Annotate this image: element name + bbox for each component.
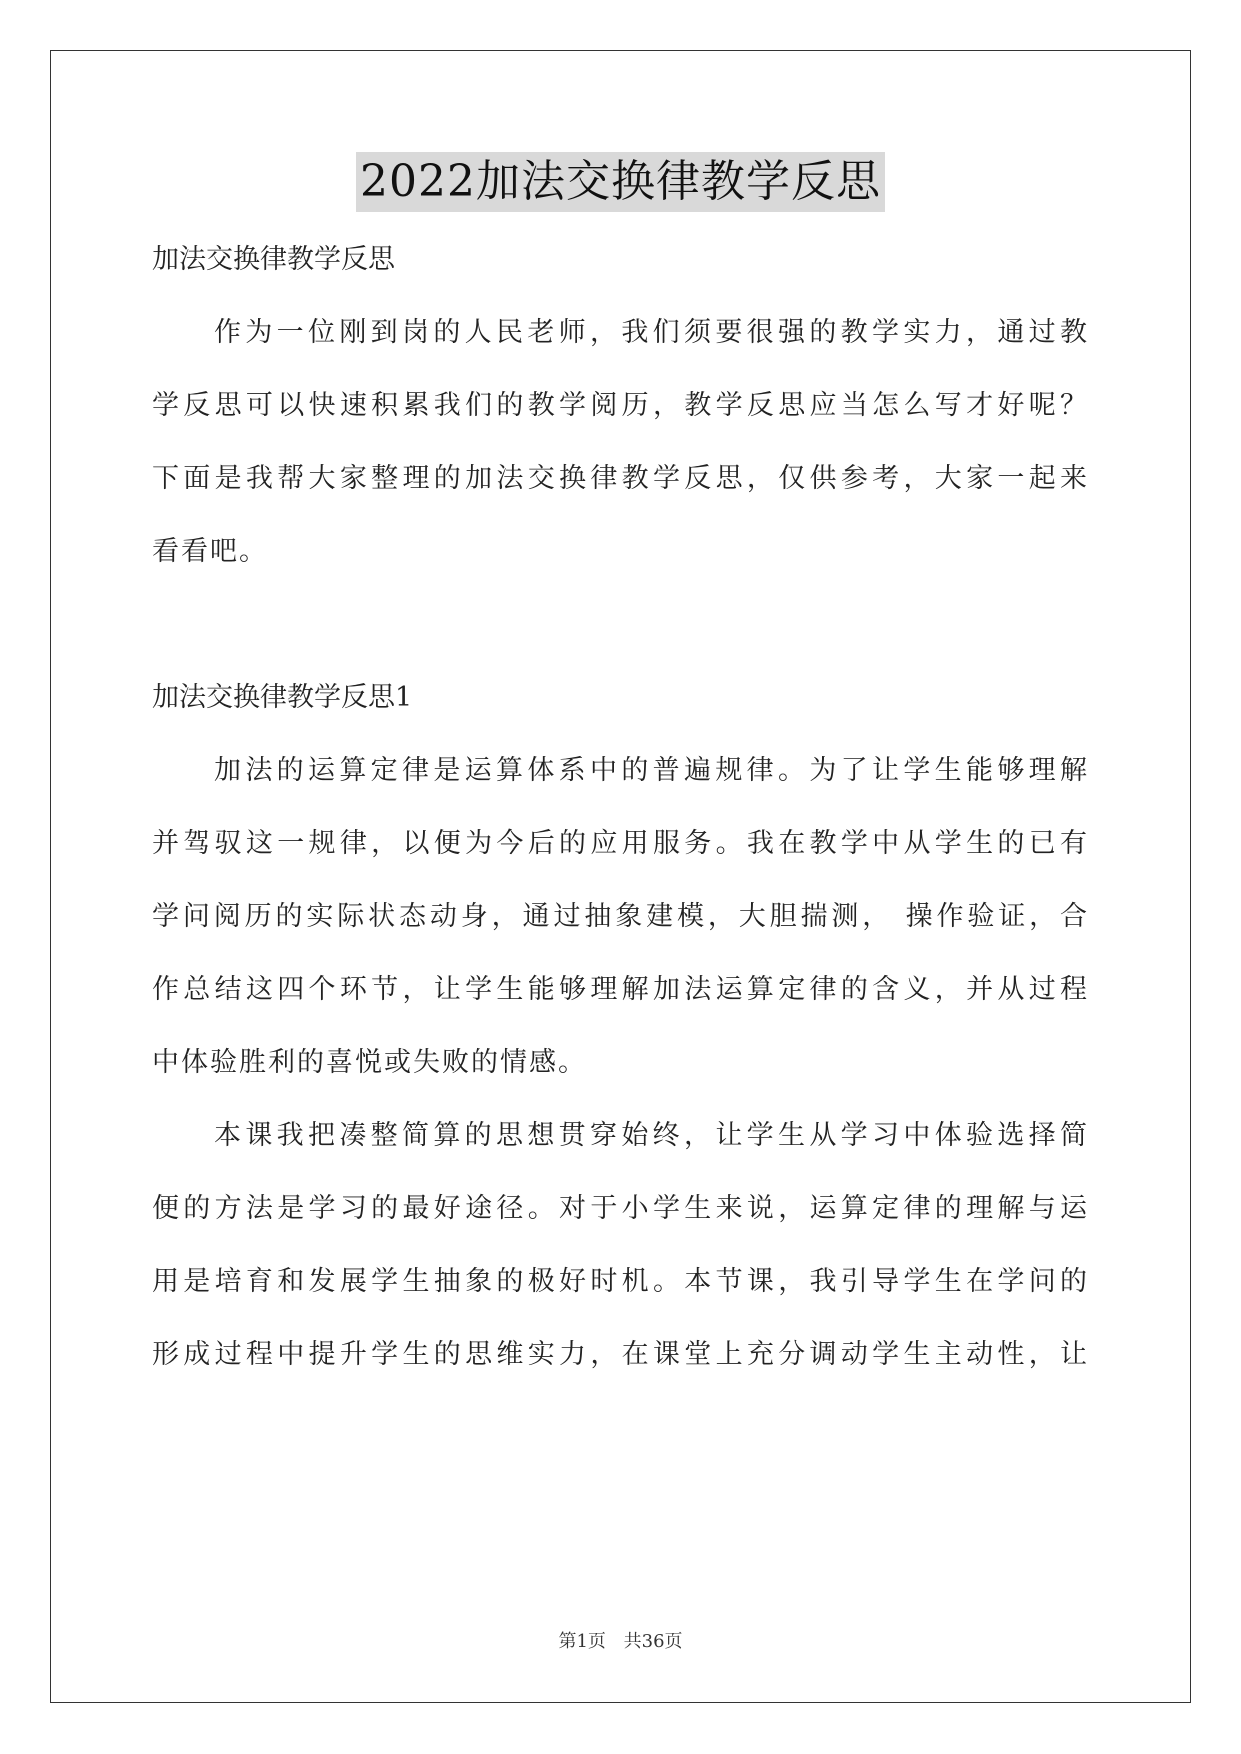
para1-line-4: 作总结这四个环节，让学生能够理解加法运算定律的含义，并从过程 [152,974,1089,1005]
intro-line-1: 作为一位刚到岗的人民老师，我们须要很强的教学实力，通过教 [214,317,1089,348]
title-container [0,152,1241,212]
page-footer [0,1627,1241,1653]
intro-line-4: 看看吧。 [152,536,268,567]
para2-line-2: 便的方法是学习的最好途径。对于小学生来说，运算定律的理解与运 [152,1193,1089,1224]
para1-line-1: 加法的运算定律是运算体系中的普遍规律。为了让学生能够理解 [214,755,1089,786]
section-heading-1: 加法交换律教学反思1 [152,682,413,713]
section-heading: 加法交换律教学反思 [152,244,395,275]
para2-line-1: 本课我把凑整简算的思想贯穿始终，让学生从学习中体验选择简 [214,1120,1089,1151]
intro-line-2: 学反思可以快速积累我们的教学阅历，教学反思应当怎么写才好呢？ [152,390,1089,421]
document-title: 2022加法交换律教学反思 [356,152,885,212]
para1-line-5: 中体验胜利的喜悦或失败的情感。 [152,1047,587,1078]
para1-line-2: 并驾驭这一规律，以便为今后的应用服务。我在教学中从学生的已有 [152,828,1089,859]
para2-line-3: 用是培育和发展学生抽象的极好时机。本节课，我引导学生在学问的 [152,1266,1089,1297]
page-number: 第1页 [558,1631,606,1652]
para2-line-4: 形成过程中提升学生的思维实力，在课堂上充分调动学生主动性，让 [152,1339,1089,1370]
total-pages: 共36页 [623,1631,683,1652]
para1-line-3: 学问阅历的实际状态动身，通过抽象建模，大胆揣测， 操作验证，合 [152,901,1089,932]
page-border [50,50,1191,1703]
intro-line-3: 下面是我帮大家整理的加法交换律教学反思，仅供参考，大家一起来 [152,463,1089,494]
